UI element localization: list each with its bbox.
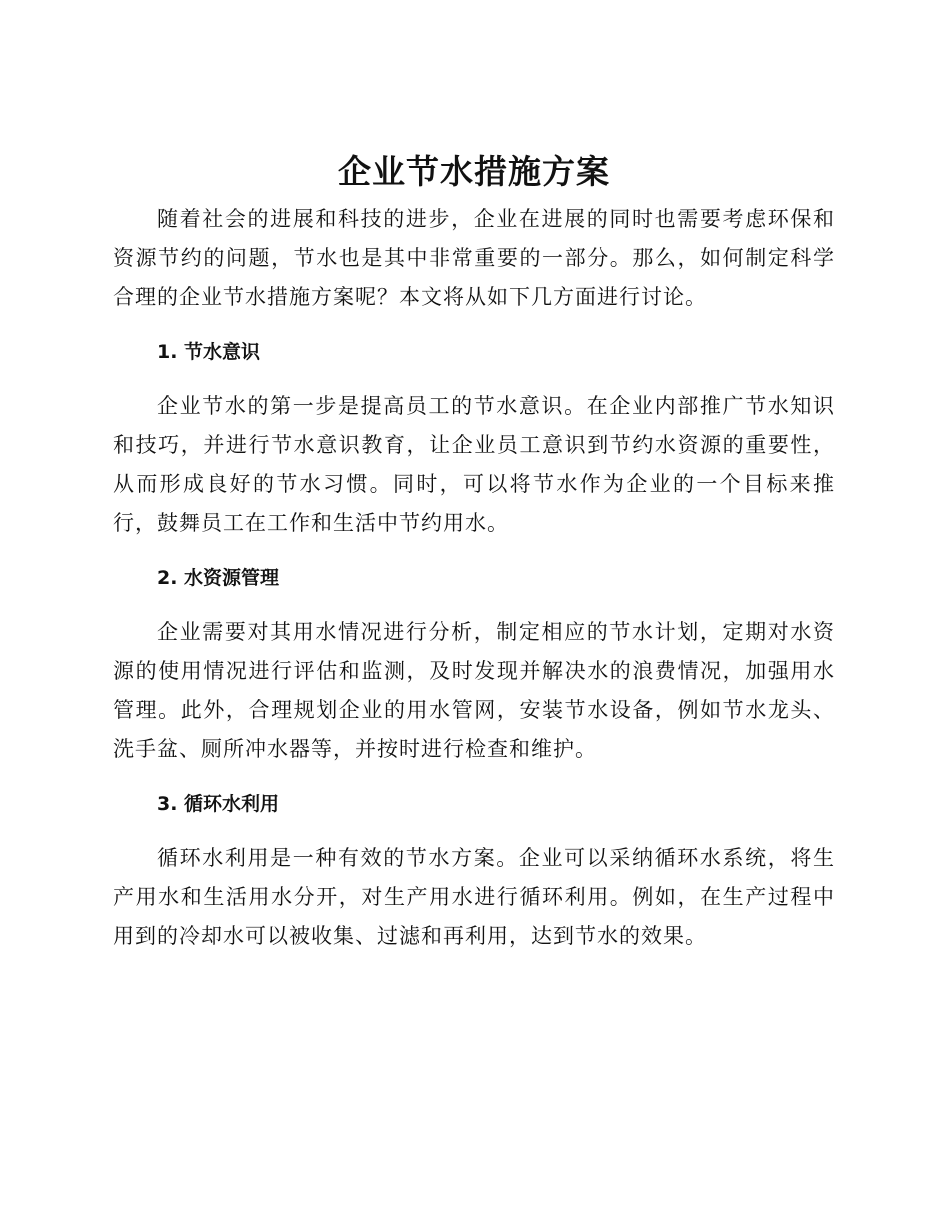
section-heading: 2. 水资源管理	[157, 567, 280, 589]
section-water-management	[113, 563, 835, 769]
document-body	[113, 150, 835, 956]
section-recycled-water	[113, 789, 835, 956]
section-awareness	[113, 337, 835, 543]
section-heading: 1. 节水意识	[157, 341, 261, 363]
section-paragraph: 企业需要对其用水情况进行分析，制定相应的节水计划，定期对水资源的使用情况进行评估和监测，及时发现并解决水的浪费情况，加强用水管理。此外，合理规划企业的用水管网，安装节水设备，例如节水龙头、洗手盆、厕所冲水器等，并按时进行检查和维护。	[113, 620, 835, 761]
section-paragraph: 企业节水的第一步是提高员工的节水意识。在企业内部推广节水知识和技巧，并进行节水意识教育，让企业员工意识到节约水资源的重要性，从而形成良好的节水习惯。同时，可以将节水作为企业的一个目标来推行，鼓舞员工在工作和生活中节约用水。	[113, 394, 835, 535]
section-heading: 3. 循环水利用	[157, 793, 280, 815]
intro-paragraph: 随着社会的进展和科技的进步，企业在进展的同时也需要考虑环保和资源节约的问题，节水也是其中非常重要的一部分。那么，如何制定科学合理的企业节水措施方案呢？本文将从如下几方面进行讨论。	[113, 207, 835, 309]
section-paragraph: 循环水利用是一种有效的节水方案。企业可以采纳循环水系统，将生产用水和生活用水分开，对生产用水进行循环利用。例如，在生产过程中用到的冷却水可以被收集、过滤和再利用，达到节水的效果。	[113, 846, 835, 948]
document-title: 企业节水措施方案	[338, 152, 610, 191]
